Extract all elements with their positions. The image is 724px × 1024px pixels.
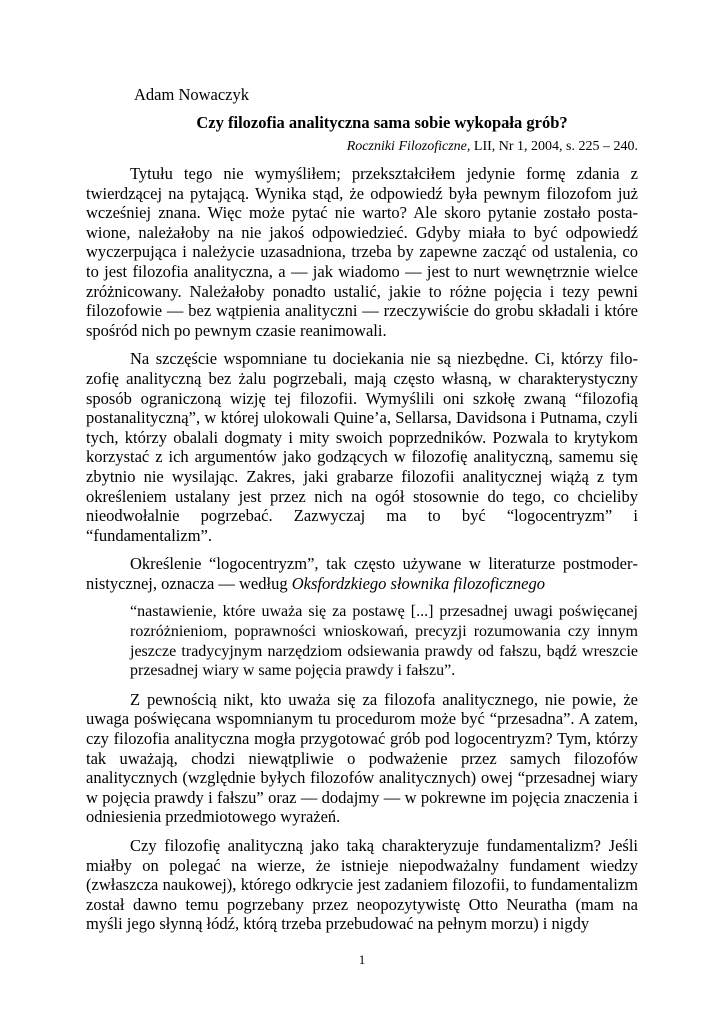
citation-journal: Roczniki Filozoficzne,: [346, 139, 471, 154]
author-name: Adam Nowaczyk: [134, 85, 250, 104]
paragraph-2: Na szczęście wspomniane tu dociekania nie są niezbędne. Ci, którzy filozofię analityczną bez żalu pogrzebali, mają często własną, w charakterystyczny sposób ograniczoną wizję tej filozofii. Wymyślili oni szkołę zwaną “filozofią postanalityczną”, w której ulokowali Quine’a, Sellarsa, Davidsona i Putnama, czyli tych, którzy obalali dogmaty i mity swoich poprzedników. Pozwala to krytykom korzystać z ich argumentów jako godzących w filozofię analityczną, samemu się zbytnio nie wysilając. Zakres, jaki grabarze filozofii analitycznej wiążą z tym określeniem ustalany jest przez nich na ogół stosownie do tego, co chcieliby nieodwołalnie pogrzebać. Zazwyczaj ma to być “logocentryzm” i “fundamentalizm”.: [86, 349, 638, 545]
paragraph-5: Czy filozofię analityczną jako taką charakteryzuje fundamentalizm? Jeśli miałby on polegać na wierze, że istnieje niepodważalny fundament wiedzy (zwłaszcza naukowej), którego odkrycie jest zadaniem filozofii, to fundamentalizm został dawno temu pogrzebany przez neopozytywistę Otto Neuratha (mam na myśli jego słynną łódź, którą trzeba przebudować na pełnym morzu) i nigdy: [86, 836, 638, 934]
dictionary-title: Oksfordzkiego słownika filozoficznego: [291, 573, 546, 593]
paragraph-3-text: Określenie “logocentryzm”, tak często używane w literaturze postmodernistycznej, oznacza — według: [86, 554, 638, 593]
block-quote: “nastawienie, które uważa się za postawę [...] przesadnej uwagi poświęcanej rozróżnieniom, poprawności wnioskowań, precyzji rozumowania czy innym jeszcze tradycyjnym narzędziom odsiewania prawdy od fałszu, bądź wreszcie przesadnej wiary w same pojęcia prawdy i fałszu”.: [130, 603, 638, 680]
paragraph-1: Tytułu tego nie wymyśliłem; przekształciłem jedynie formę zdania z twierdzącej na pytającą. Wynika stąd, że odpowiedź była pewnym filozofom już wcześniej znana. Więc może pytać nie warto? Ale skoro pytanie zostało postawione, należałoby na nie jakoś odpowiedzieć. Gdyby miała to być odpowiedź wyczerpująca i należycie uzasadniona, trzeba by zapewne zacząć od ustalenia, co to jest filozofia analityczna, a — jak wiadomo — jest to nurt wewnętrznie wielce zróżnicowany. Należałoby ponadto ustalić, jakie to różne pojęcia i tezy pewni filozofowie — bez wątpienia analityczni — rzeczywiście do grobu składali i które spośród nich po pewnym czasie reanimowali.: [86, 164, 638, 340]
paragraph-4: Z pewnością nikt, kto uważa się za filozofa analitycznego, nie powie, że uwaga poświęcana wspomnianym tu procedurom może być “przesadna”. A zatem, czy filozofia analityczna mogła przygotować grób pod logocentryzm? Tym, którzy tak uważają, chodzi niewątpliwie o podważenie przez samych filozofów analitycznych (względnie byłych filozofów analitycznych) owej “przesadnej wiary w pojęcia prawdy i fałszu” oraz — dodajmy — w pokrewne im pojęcia znaczenia i odniesienia przedmiotowego wyrażeń.: [86, 689, 638, 827]
page-number: 1: [358, 952, 366, 967]
document-page: [86, 84, 638, 943]
article-title: Czy filozofia analityczna sama sobie wykopała grób?: [196, 113, 568, 132]
citation-details: LII, Nr 1, 2004, s. 225 – 240.: [470, 139, 638, 154]
citation: [86, 136, 638, 158]
paragraph-3: [86, 554, 638, 593]
